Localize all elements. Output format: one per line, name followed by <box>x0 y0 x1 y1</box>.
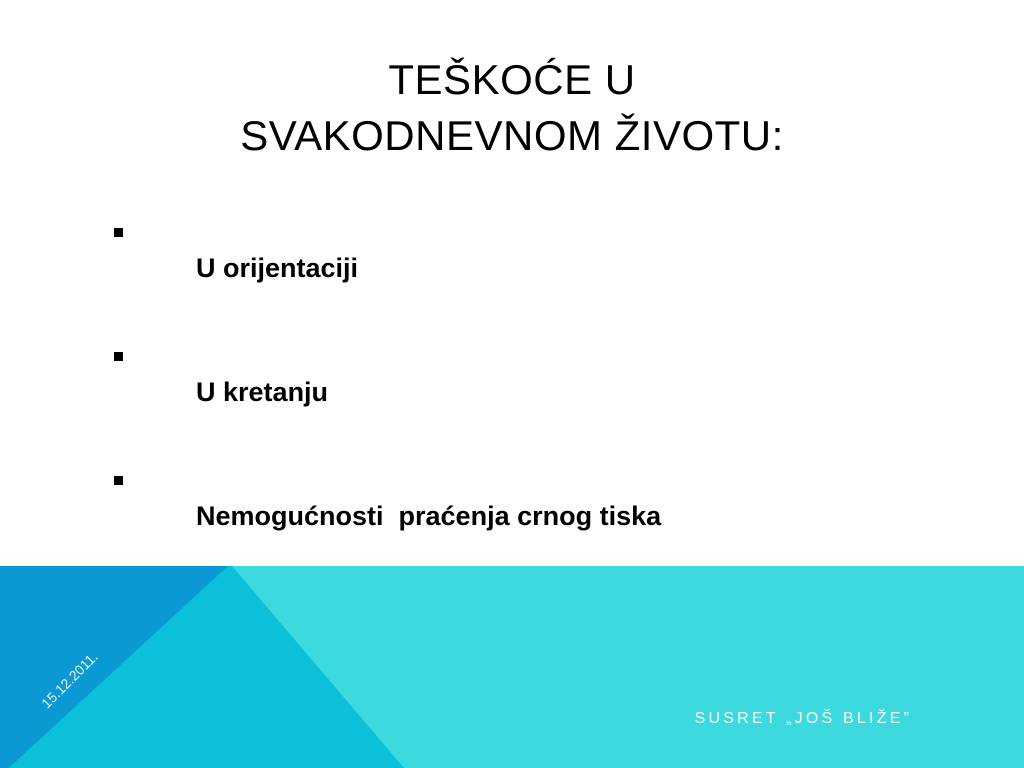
slide-title <box>0 52 1024 164</box>
square-bullet-icon <box>114 352 123 361</box>
slide-title-line-1: TEŠKOĆE U <box>388 56 636 103</box>
bullet-item-print-reading <box>112 462 942 570</box>
bullet-item-orientation <box>112 214 942 322</box>
footer-decoration-band <box>0 566 1024 768</box>
footer-presentation-title: SUSRET „JOŠ BLIŽE” <box>694 710 912 727</box>
square-bullet-icon <box>114 228 123 237</box>
footer-date: 15.12.2011. <box>38 648 101 712</box>
bullet-text: Nemogućnosti praćenja crnog tiska <box>196 501 662 531</box>
square-bullet-icon <box>114 476 123 485</box>
bullet-item-movement <box>112 338 942 446</box>
slide-title-line-2: SVAKODNEVNOM ŽIVOTU: <box>240 112 784 159</box>
bullet-text: U kretanju <box>196 377 329 407</box>
bullet-text: U orijentaciji <box>196 253 359 283</box>
